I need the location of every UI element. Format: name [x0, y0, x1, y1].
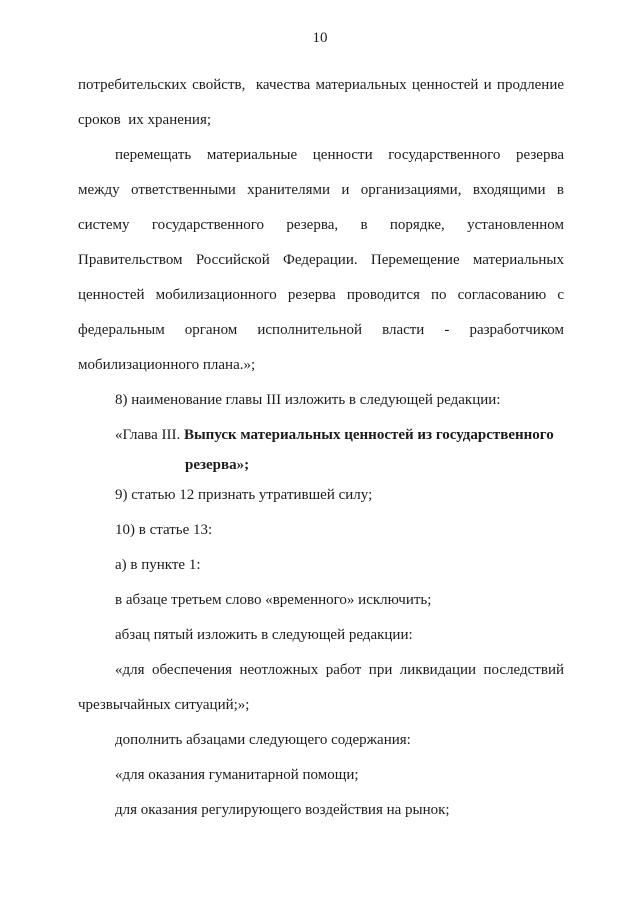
text-line: потребительских свойств, качества материальных ценностей и продление: [78, 77, 564, 93]
text-line: для оказания регулирующего воздействия на рынок;: [115, 802, 450, 818]
text-line: 10) в статье 13:: [115, 522, 213, 538]
text-line: систему государственного резерва, в порядке, установленном: [78, 217, 564, 233]
chapter-heading-prefix: «Глава III.: [115, 427, 184, 443]
text-line: Правительством Российской Федерации. Перемещение материальных: [78, 252, 564, 268]
text-line: сроков их хранения;: [78, 112, 212, 128]
page-number: 10: [312, 30, 328, 46]
chapter-heading-bold: Выпуск материальных ценностей из государственного: [183, 427, 554, 443]
text-line: «для обеспечения неотложных работ при ликвидации последствий: [115, 662, 564, 678]
text-line: мобилизационного плана.»;: [78, 357, 256, 373]
chapter-heading-continuation: [78, 453, 564, 478]
chapter-heading-line: [78, 418, 564, 453]
text-line: между ответственными хранителями и организациями, входящими в: [78, 182, 564, 198]
text-line: перемещать материальные ценности государственного резерва: [115, 147, 564, 163]
text-line: 9) статью 12 признать утратившей силу;: [115, 487, 373, 503]
text-line: а) в пункте 1:: [115, 557, 201, 573]
text-line: чрезвычайных ситуаций;»;: [78, 697, 250, 713]
text-line: абзац пятый изложить в следующей редакции:: [115, 627, 413, 643]
text-line: 8) наименование главы III изложить в следующей редакции:: [115, 392, 501, 408]
text-line: дополнить абзацами следующего содержания:: [115, 732, 411, 748]
text-line: ценностей мобилизационного резерва проводится по согласованию с: [78, 287, 564, 303]
text-line: «для оказания гуманитарной помощи;: [115, 767, 359, 783]
text-line: в абзаце третьем слово «временного» исключить;: [115, 592, 432, 608]
chapter-heading-bold: резерва»;: [185, 457, 250, 473]
text-line: федеральным органом исполнительной власти - разработчиком: [78, 322, 564, 338]
document-content: [78, 68, 564, 828]
